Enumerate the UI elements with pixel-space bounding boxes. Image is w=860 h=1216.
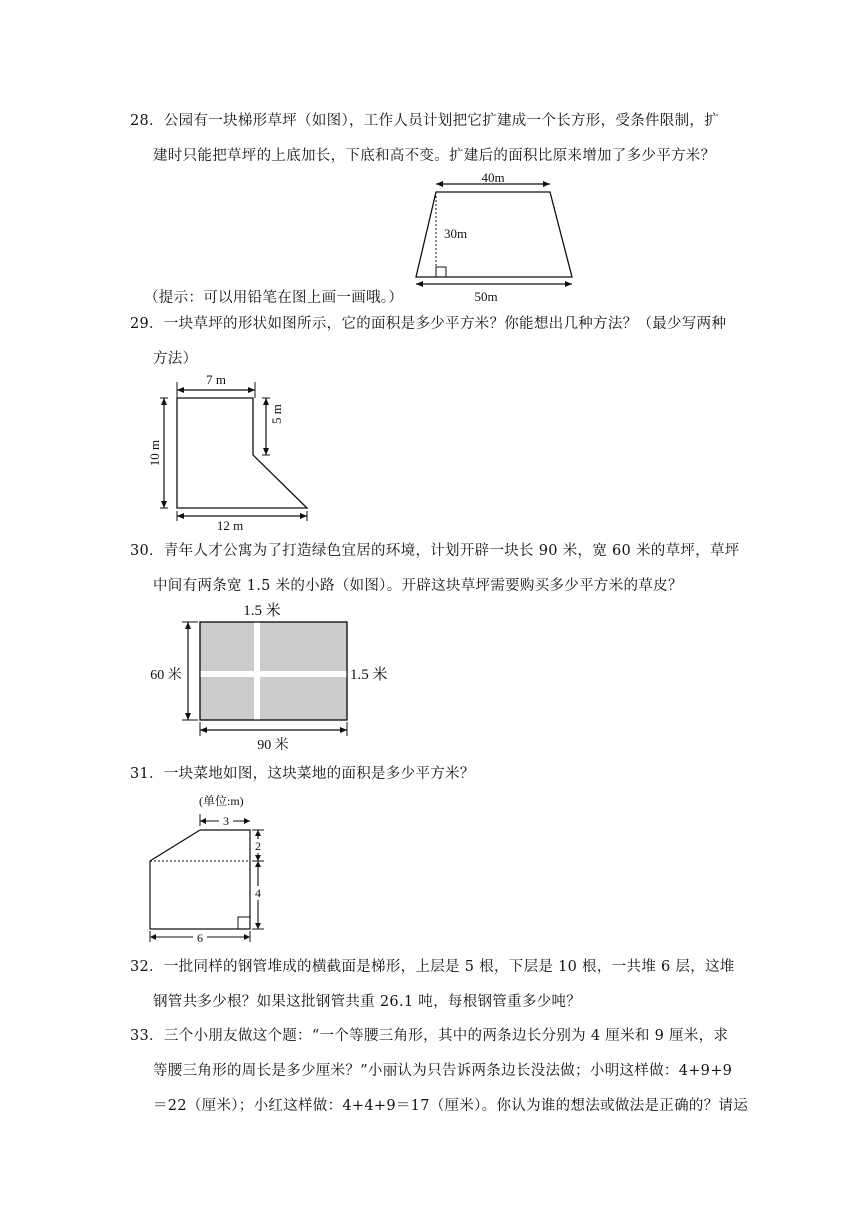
q31-right-angle-mark (238, 917, 250, 929)
q32-text-line2: 钢管共多少根？如果这批钢管共重 26.1 吨，每根钢管重多少吨？ (153, 994, 582, 1010)
q29-left-label: 10 m (147, 439, 162, 467)
q31-unit-label: (单位:m) (199, 794, 244, 808)
q28-arrow-left (436, 181, 443, 187)
q28-trapezoid-figure (400, 165, 590, 310)
q28-top-label: 40m (481, 170, 505, 185)
q31-vegetable-plot-figure (140, 788, 280, 948)
q31-lower-label: 4 (255, 886, 261, 900)
q31-plot-shape (150, 830, 250, 929)
q29-lawn-shape (177, 398, 307, 508)
q29-top-label: 7 m (206, 372, 226, 387)
q29-right-label: 5 m (269, 404, 284, 424)
q30-top-label: 1.5 米 (243, 603, 281, 619)
q29-lawn-figure (140, 370, 320, 535)
q28-arrow-left-bottom (416, 281, 423, 287)
q29-text-line1: 29．一块草坪的形状如图所示，它的面积是多少平方米？你能想出几种方法？（最少写两种 (130, 316, 727, 332)
q31-top-label: 3 (223, 814, 229, 828)
q30-right-label: 1.5 米 (350, 667, 388, 683)
q28-text-line1: 28．公园有一块梯形草坪（如图），工作人员计划把它扩建成一个长方形，受条件限制，扩 (130, 113, 719, 129)
q30-text-line1: 30．青年人才公寓为了打造绿色宜居的环境，计划开辟一块长 90 米，宽 60 米的草坪，草坪 (130, 543, 740, 559)
q30-left-label: 60 米 (150, 668, 182, 683)
q28-height-label: 30m (444, 226, 468, 241)
q31-text-line1: 31．一块菜地如图，这块菜地的面积是多少平方米？ (130, 766, 475, 782)
q28-right-angle-mark (436, 267, 446, 277)
q32-text-line1: 32．一批同样的钢管堆成的横截面是梯形，上层是 5 根，下层是 10 根，一共堆 6 层，这堆 (130, 959, 735, 975)
q33-text-line2: 等腰三角形的周长是多少厘米？”小丽认为只告诉两条边长没法做；小明这样做：4+9+9 (153, 1063, 733, 1079)
q33-text-line3: ＝22（厘米）；小红这样做：4+4+9＝17（厘米）。你认为谁的想法或做法是正确的？请运 (153, 1098, 749, 1114)
q30-bottom-label: 90 米 (257, 738, 289, 753)
q28-arrow-right-bottom (565, 281, 572, 287)
q28-arrow-right (543, 181, 550, 187)
q28-bottom-label: 50m (474, 289, 498, 304)
q31-bottom-label: 6 (197, 931, 203, 945)
q29-text-line2: 方法） (153, 351, 198, 367)
q30-lawn-figure (140, 598, 400, 756)
q28-text-line2: 建时只能把草坪的上底加长，下底和高不变。扩建后的面积比原来增加了多少平方米？ (153, 148, 716, 164)
q28-trapezoid (416, 192, 572, 277)
q31-upper-label: 2 (255, 839, 261, 853)
q28-hint: （提示：可以用铅笔在图上画一画哦。） (144, 290, 404, 306)
q30-horizontal-path (200, 671, 347, 677)
q30-text-line2: 中间有两条宽 1.5 米的小路（如图）。开辟这块草坪需要购买多少平方米的草皮？ (153, 578, 683, 594)
q33-text-line1: 33．三个小朋友做这个题：“一个等腰三角形，其中的两条边长分别为 4 厘米和 9 厘米，求 (130, 1028, 729, 1044)
q29-bottom-label: 12 m (216, 518, 244, 533)
